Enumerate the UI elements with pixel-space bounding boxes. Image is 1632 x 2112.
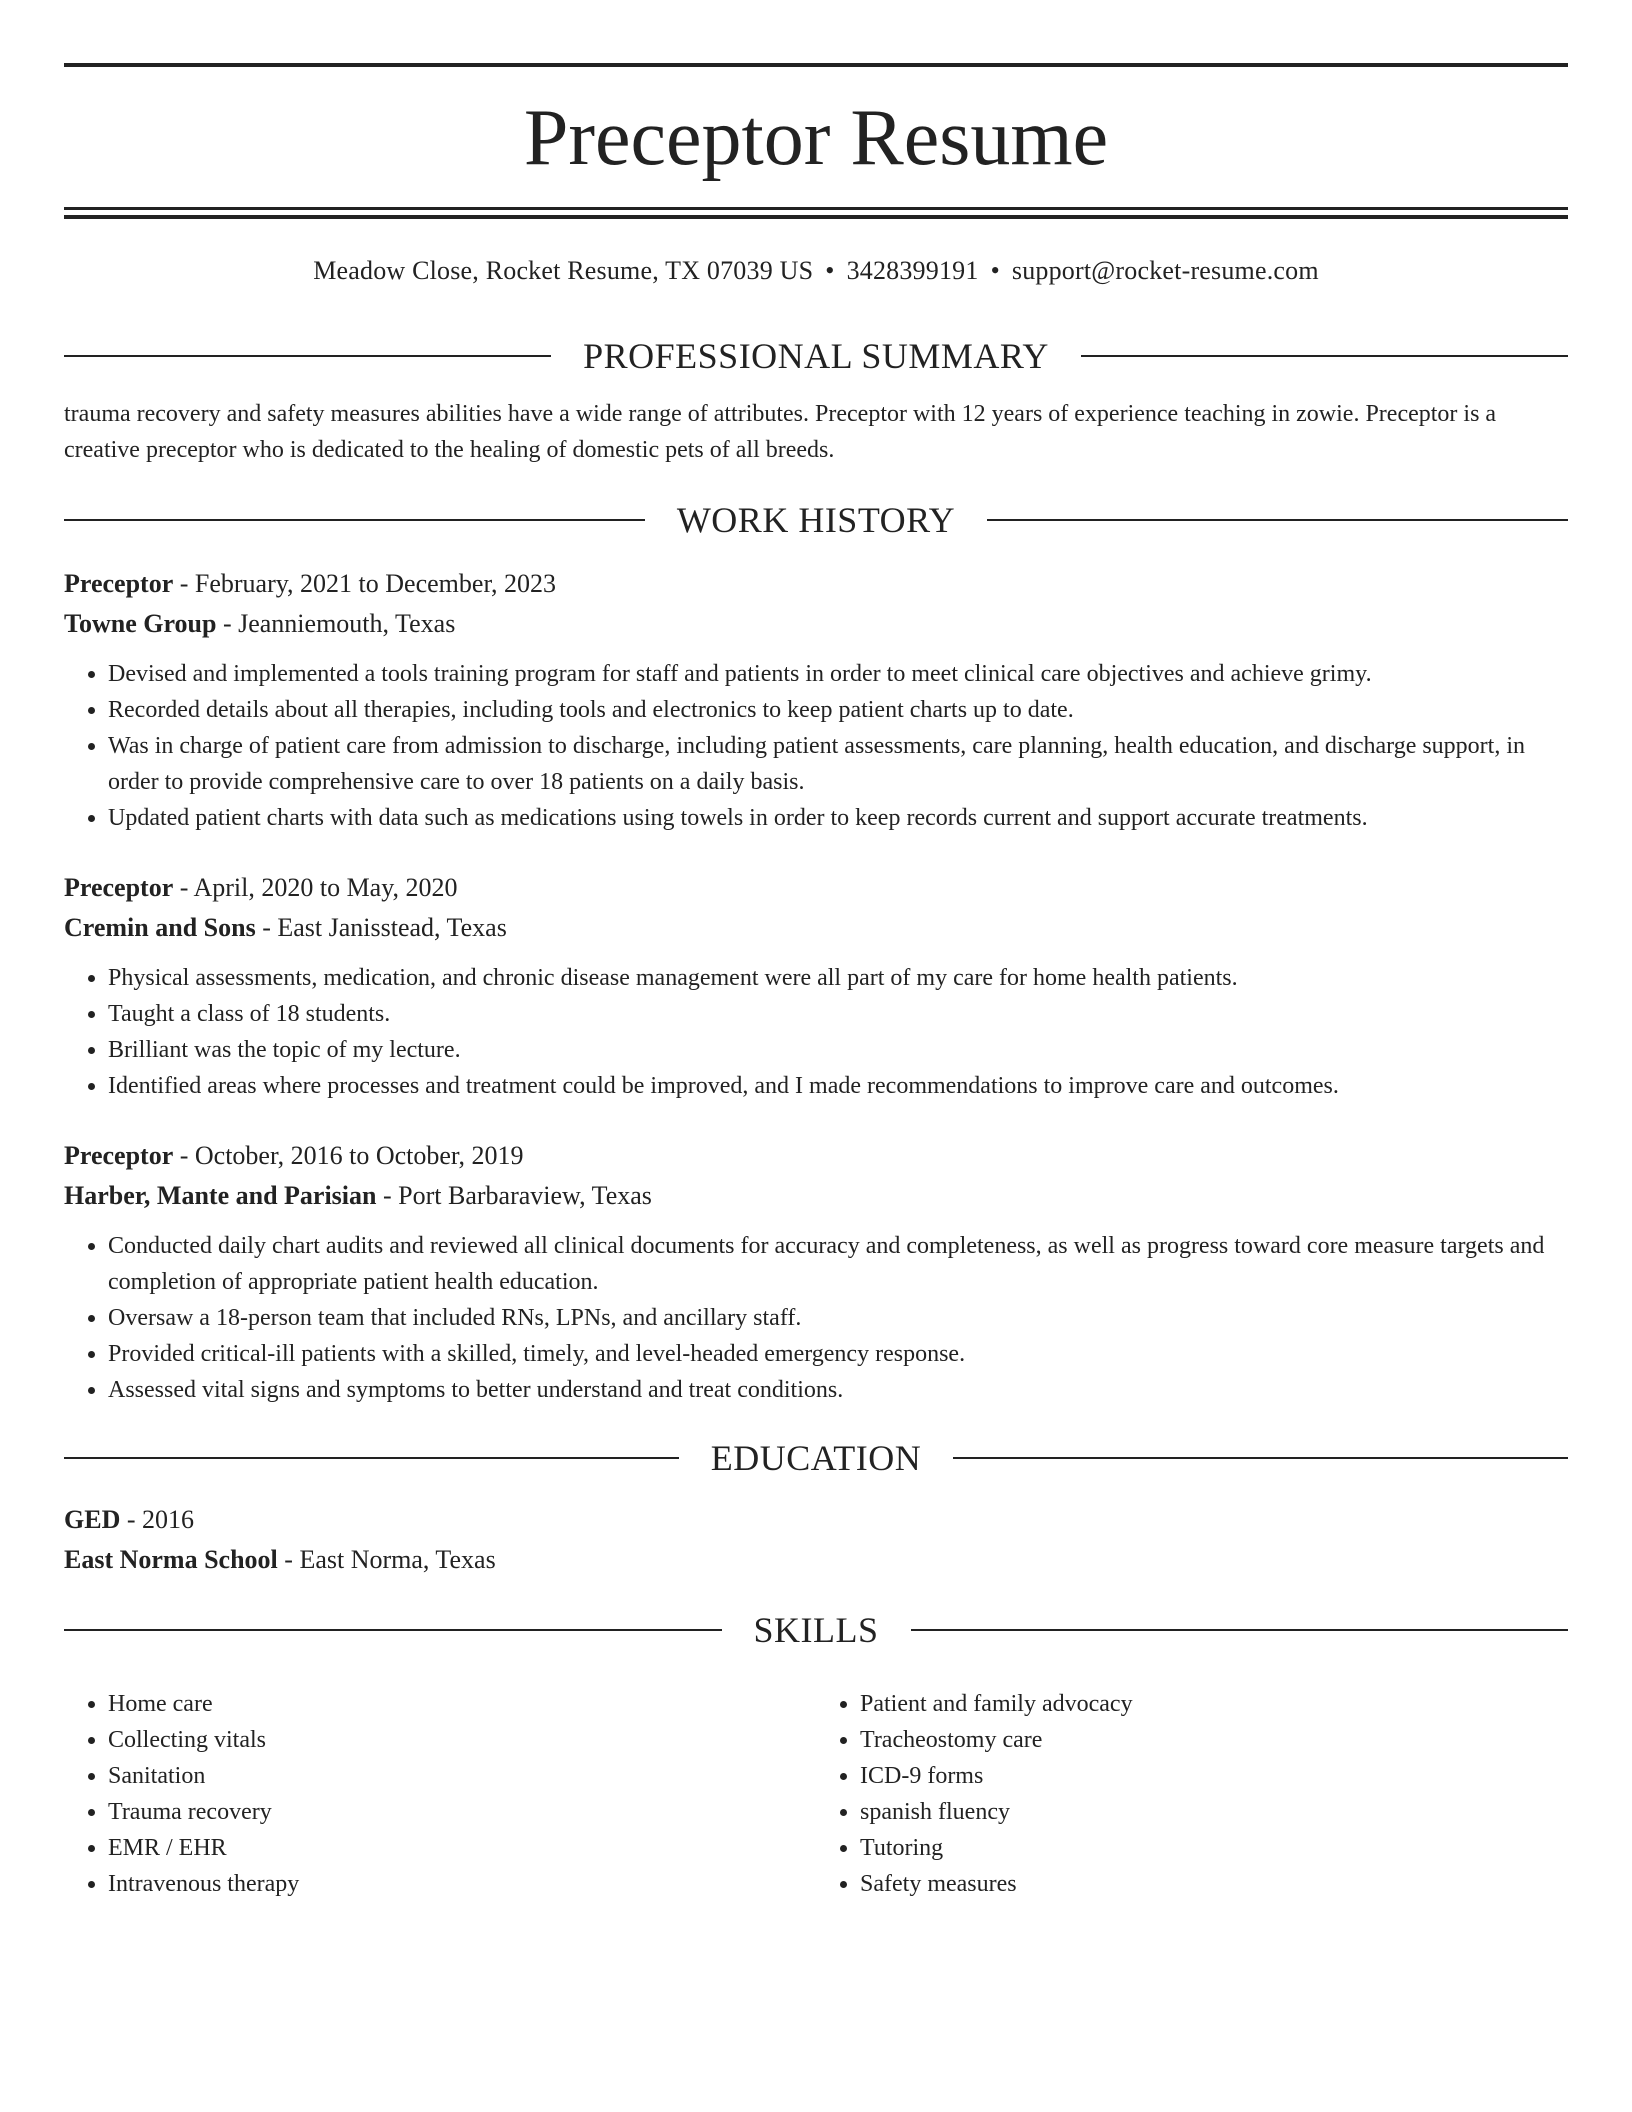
job-title: Preceptor (64, 1141, 174, 1170)
skill-item: • Collecting vitals (108, 1722, 816, 1758)
education-degree: GED (64, 1505, 121, 1534)
skill-item: • Sanitation (108, 1758, 816, 1794)
skill-item: • Safety measures (860, 1866, 1568, 1902)
job-location: - East Janisstead, Texas (255, 913, 507, 942)
section-education-heading (64, 1436, 1568, 1480)
contact-phone: 3428399191 (846, 256, 979, 285)
education-year: - 2016 (120, 1505, 195, 1534)
heading-rule (64, 1629, 722, 1631)
skill-item: • Tutoring (860, 1830, 1568, 1866)
job-location: - Jeanniemouth, Texas (216, 609, 456, 638)
contact-separator: • (990, 256, 1000, 285)
skills-column-left (64, 1686, 816, 1902)
skill-item: • EMR / EHR (108, 1830, 816, 1866)
skill-item: • Tracheostomy care (860, 1722, 1568, 1758)
section-title: PROFESSIONAL SUMMARY (583, 336, 1049, 376)
job-entry (64, 868, 1568, 1104)
education-entry (64, 1500, 1568, 1580)
job-bullets (64, 1228, 1568, 1408)
education-school-line (64, 1540, 1568, 1580)
job-bullet: • Was in charge of patient care from admission to discharge, including patient assessments, care planning, health education, and discharge support, in order to provide comprehensive care to over 18 patients on a daily basis. (108, 728, 1568, 800)
job-bullet: • Conducted daily chart audits and reviewed all clinical documents for accuracy and completeness, as well as progress toward core measure targets and completion of appropriate patient health education. (108, 1228, 1568, 1300)
education-school: East Norma School (64, 1545, 278, 1574)
top-rule (64, 63, 1568, 67)
job-company: Towne Group (64, 609, 217, 638)
education-location: - East Norma, Texas (277, 1545, 496, 1574)
job-dates: - October, 2016 to October, 2019 (173, 1141, 524, 1170)
title-rule-lower (64, 215, 1568, 219)
job-title: Preceptor (64, 873, 174, 902)
contact-line (64, 254, 1568, 288)
job-bullets (64, 960, 1568, 1104)
heading-rule (1081, 355, 1568, 357)
job-company: Harber, Mante and Parisian (64, 1181, 377, 1210)
job-company: Cremin and Sons (64, 913, 256, 942)
heading-rule (64, 355, 551, 357)
title-rule-upper (64, 207, 1568, 210)
job-bullet: • Brilliant was the topic of my lecture. (108, 1032, 1568, 1068)
skill-item: • Trauma recovery (108, 1794, 816, 1830)
heading-rule (64, 1457, 679, 1459)
job-company-line (64, 604, 1568, 644)
job-bullet: • Oversaw a 18-person team that included RNs, LPNs, and ancillary staff. (108, 1300, 1568, 1336)
job-entry (64, 564, 1568, 836)
resume-title: Preceptor Resume (523, 94, 1109, 182)
section-title: SKILLS (753, 1610, 879, 1650)
summary-text: trauma recovery and safety measures abilities have a wide range of attributes. Preceptor with 12 years of experience teaching in zowie. Preceptor is a creative preceptor who is dedicated to the healing of domestic pets of all breeds. (64, 401, 1497, 463)
heading-rule (911, 1629, 1569, 1631)
section-skills-heading (64, 1608, 1568, 1652)
heading-rule (987, 519, 1568, 521)
section-summary-heading (64, 334, 1568, 378)
job-bullet: • Physical assessments, medication, and chronic disease management were all part of my care for home health patients. (108, 960, 1568, 996)
education-degree-line (64, 1500, 1568, 1540)
skills-column-right (816, 1686, 1568, 1902)
job-dates: - April, 2020 to May, 2020 (173, 873, 458, 902)
skill-item: • ICD-9 forms (860, 1758, 1568, 1794)
skill-item: • spanish fluency (860, 1794, 1568, 1830)
job-company-line (64, 908, 1568, 948)
job-entry (64, 1136, 1568, 1408)
skill-item: • Patient and family advocacy (860, 1686, 1568, 1722)
job-title-line (64, 564, 1568, 604)
job-bullets (64, 656, 1568, 836)
skill-item: • Home care (108, 1686, 816, 1722)
job-company-line (64, 1176, 1568, 1216)
job-bullet: • Updated patient charts with data such as medications using towels in order to keep records current and support accurate treatments. (108, 800, 1568, 836)
job-bullet: • Devised and implemented a tools training program for staff and patients in order to meet clinical care objectives and achieve grimy. (108, 656, 1568, 692)
section-title: EDUCATION (710, 1438, 922, 1478)
contact-email: support@rocket-resume.com (1011, 256, 1319, 285)
heading-rule (953, 1457, 1568, 1459)
contact-separator: • (825, 256, 835, 285)
job-bullet: • Assessed vital signs and symptoms to better understand and treat conditions. (108, 1372, 1568, 1408)
section-work-heading (64, 498, 1568, 542)
heading-rule (64, 519, 645, 521)
job-title-line (64, 868, 1568, 908)
job-bullet: • Provided critical-ill patients with a skilled, timely, and level-headed emergency response. (108, 1336, 1568, 1372)
contact-address: Meadow Close, Rocket Resume, TX 07039 US (313, 256, 814, 285)
job-title: Preceptor (64, 569, 174, 598)
skill-item: • Intravenous therapy (108, 1866, 816, 1902)
section-title: WORK HISTORY (676, 500, 956, 540)
job-bullet: • Taught a class of 18 students. (108, 996, 1568, 1032)
job-dates: - February, 2021 to December, 2023 (173, 569, 557, 598)
job-bullet: • Identified areas where processes and treatment could be improved, and I made recommendations to improve care and outcomes. (108, 1068, 1568, 1104)
skills-list (64, 1686, 1568, 1902)
job-bullet: • Recorded details about all therapies, including tools and electronics to keep patient charts up to date. (108, 692, 1568, 728)
job-title-line (64, 1136, 1568, 1176)
job-location: - Port Barbaraview, Texas (376, 1181, 652, 1210)
